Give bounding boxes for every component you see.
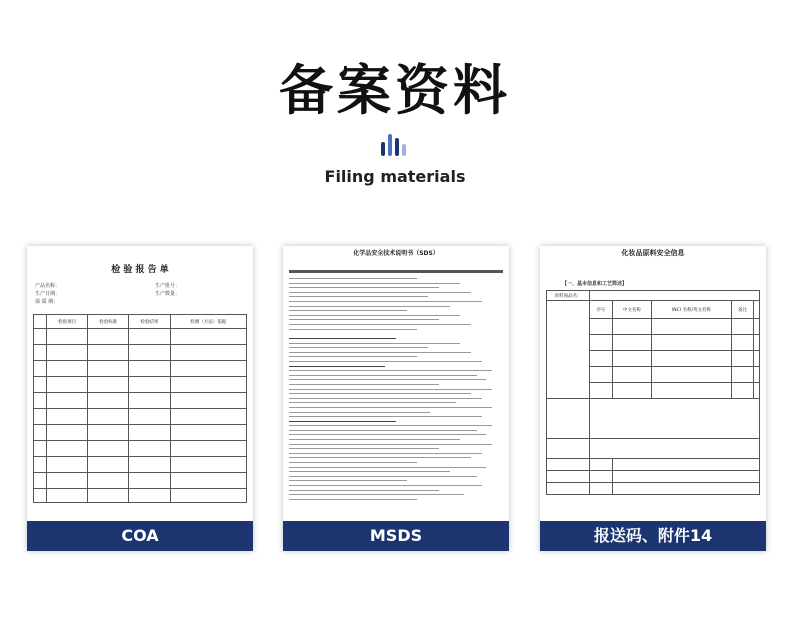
msds-text-block-2 bbox=[289, 338, 503, 503]
msds-label: MSDS bbox=[283, 521, 509, 551]
coa-doc-title: 检 验 报 告 单 bbox=[111, 265, 169, 275]
coa-document-image: 检 验 报 告 单 产品名称： 生产日期： 保 质 期： 生产批号： 生产数量： 检验项目 检验标准 检验结果 检测（方法）依据 bbox=[27, 246, 253, 521]
filing-doc-title: 化妆品原料安全信息 bbox=[621, 249, 685, 257]
filing-table: 原料商品名： 序号 中文名称 INCI 名称/英文名称 备注 bbox=[546, 290, 760, 495]
filing-code-label: 报送码、附件14 bbox=[540, 521, 766, 551]
msds-document-image bbox=[283, 246, 509, 521]
decorative-bars-icon bbox=[379, 134, 411, 156]
msds-card bbox=[283, 246, 509, 551]
msds-doc-title: 化学品安全技术说明书（SDS） bbox=[353, 250, 439, 257]
coa-table: 检验项目 检验标准 检验结果 检测（方法）依据 bbox=[33, 314, 247, 503]
coa-card bbox=[27, 246, 253, 551]
msds-text-block-1 bbox=[289, 278, 503, 333]
filing-code-card bbox=[540, 246, 766, 551]
filing-code-document-image: 化妆品原料安全信息 【一、基本信息和工艺简述】 原料商品名： 序号 中文名称 INCI 名称/英文名称 备注 bbox=[540, 246, 766, 521]
page-subtitle: Filing materials bbox=[324, 167, 466, 186]
page-title: 备案资料 bbox=[279, 59, 511, 122]
coa-label: COA bbox=[27, 521, 253, 551]
